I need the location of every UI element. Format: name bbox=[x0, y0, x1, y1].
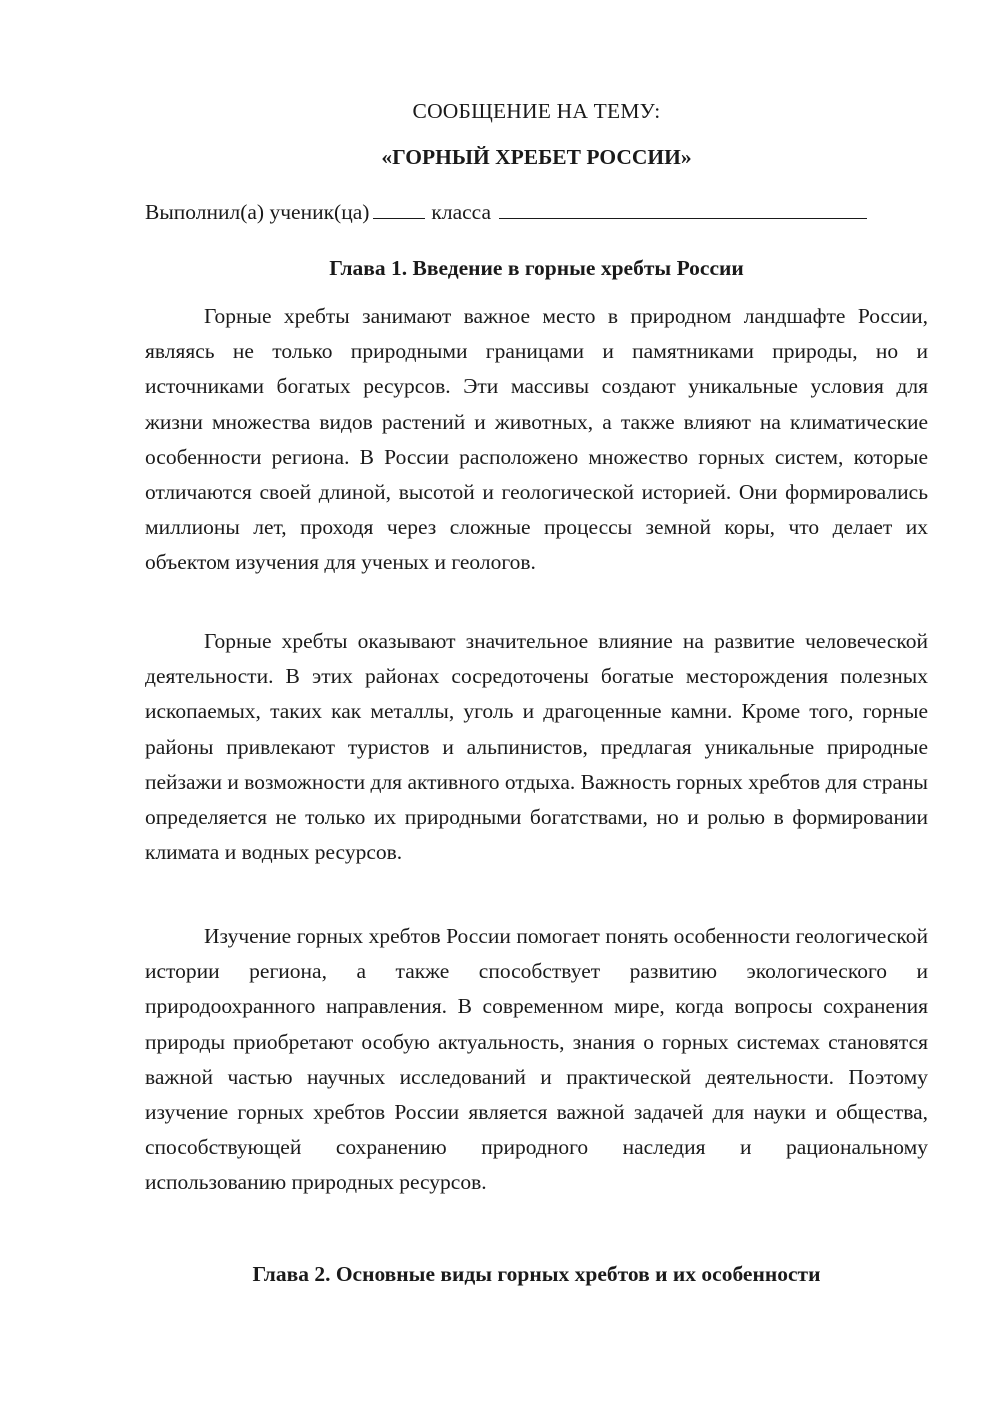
paragraph-1: Горные хребты занимают важное место в природном ландшафте России, являясь не только природными границами и памятниками природы, но и источниками богатых ресурсов. Эти массивы создают уникальные условия для жизни множества видов растений и животных, а также влияют на климатические особенности региона. В России расположено множество горных систем, которые отличаются своей длиной, высотой и геологической историей. Они формировались миллионы лет, проходя через сложные процессы земной коры, что делает их объектом изучения для ученых и геологов. bbox=[145, 304, 928, 575]
performer-line bbox=[145, 198, 928, 226]
performer-label: Выполнил(а) ученик(ца) bbox=[145, 200, 370, 224]
topic-line: СООБЩЕНИЕ НА ТЕМУ: bbox=[412, 99, 661, 123]
class-number-blank bbox=[373, 198, 425, 219]
class-label: класса bbox=[431, 200, 492, 224]
paragraph-3: Изучение горных хребтов России помогает понять особенности геологической истории региона, а также способствует развитию экологического и природоохранного направления. В современном мире, когда вопросы сохранения природы приобретают особую актуальность, знания о горных системах становятся важной частью научных исследований и практической деятельности. Поэтому изучение горных хребтов России является важной задачей для науки и общества, способствующей сохранению природного наследия и рациональному использованию природных ресурсов. bbox=[145, 924, 928, 1195]
paragraph-2: Горные хребты оказывают значительное влияние на развитие человеческой деятельности. В этих районах сосредоточены богатые месторождения полезных ископаемых, таких как металлы, уголь и драгоценные камни. Кроме того, горные районы привлекают туристов и альпинистов, предлагая уникальные природные пейзажи и возможности для активного отдыха. Важность горных хребтов для страны определяется не только их природными богатствами, но и ролью в формировании климата и водных ресурсов. bbox=[145, 629, 928, 865]
student-name-blank bbox=[499, 198, 867, 219]
chapter-2-heading: Глава 2. Основные виды горных хребтов и их особенности bbox=[252, 1262, 821, 1286]
document-title: «ГОРНЫЙ ХРЕБЕТ РОССИИ» bbox=[381, 145, 692, 169]
chapter-1-heading: Глава 1. Введение в горные хребты России bbox=[329, 256, 744, 280]
